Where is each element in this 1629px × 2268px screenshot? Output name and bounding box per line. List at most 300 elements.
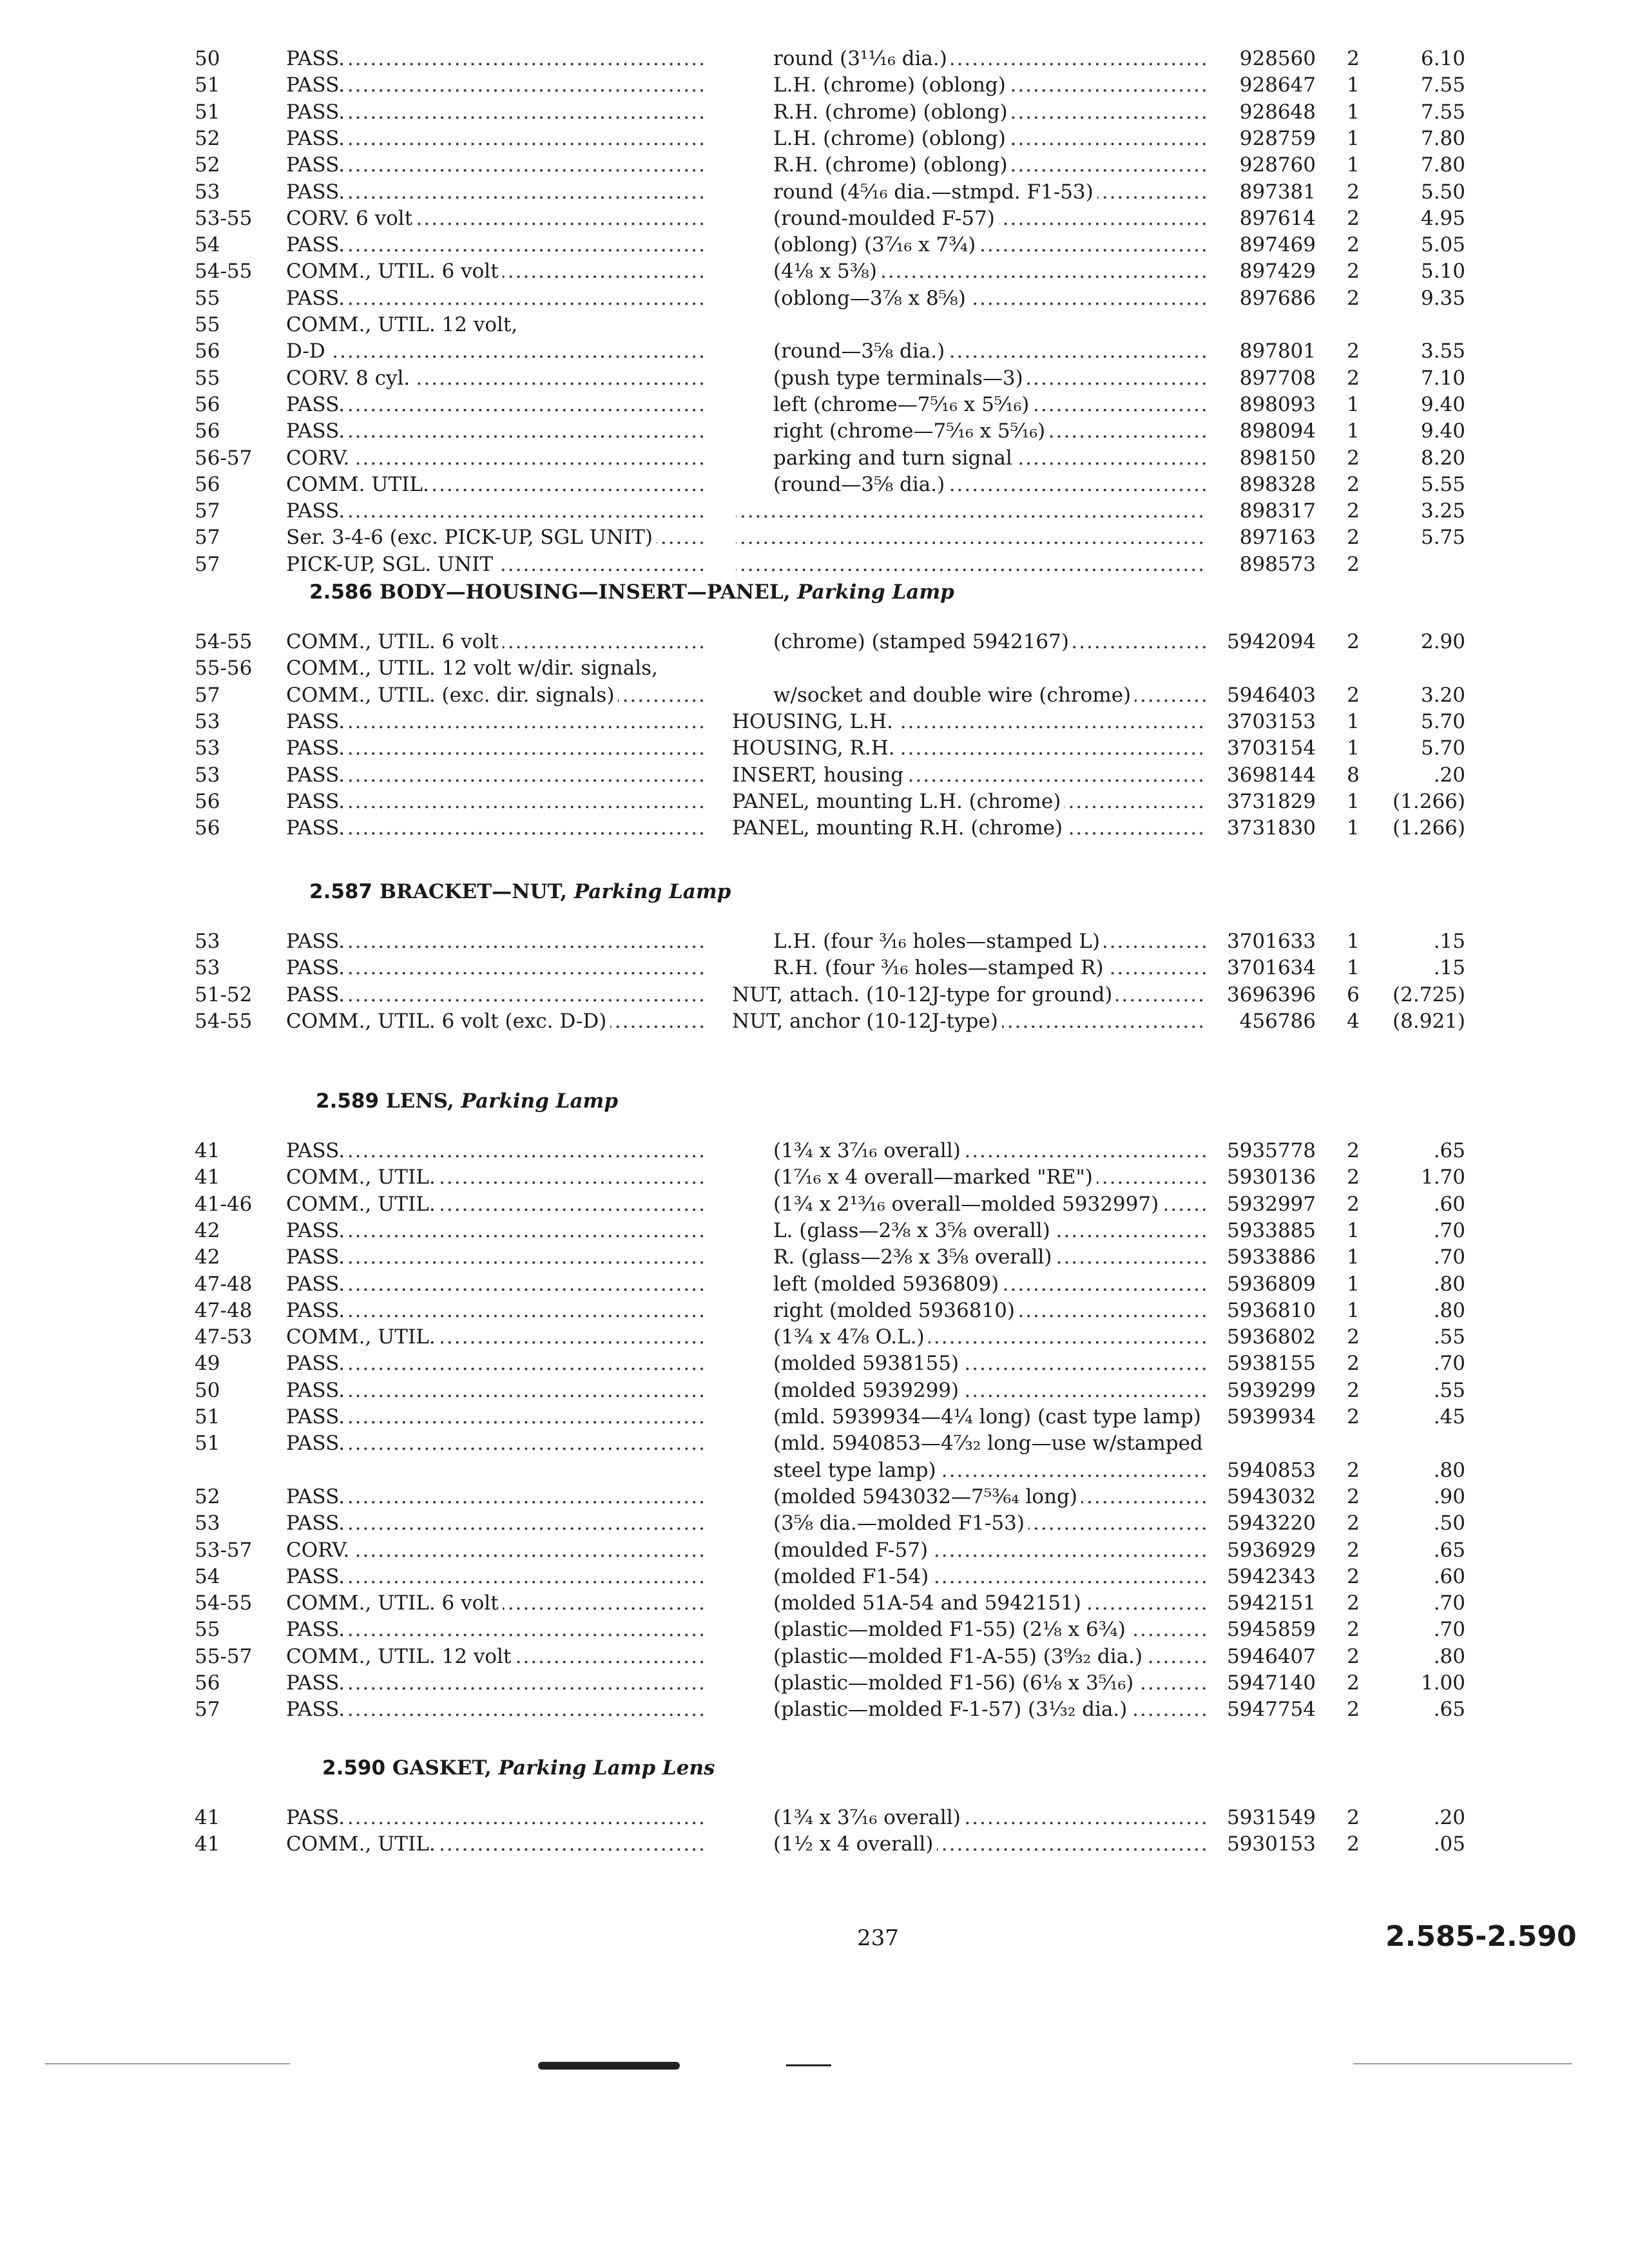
specification-cell: (oblong) (3⁷⁄₁₆ x 7¾) ..... xyxy=(773,231,1206,258)
table-row xyxy=(0,788,1629,815)
year-cell: 53-57 xyxy=(195,1539,253,1562)
scan-mark xyxy=(1353,2063,1572,2064)
specification-cell: (round-moulded F-57) ..... xyxy=(773,205,1206,232)
specification-cell: (1¾ x 3⁷⁄₁₆ overall) ..... xyxy=(773,1137,1206,1164)
quantity-cell: 1 xyxy=(1347,127,1360,150)
price-cell: .20 xyxy=(1433,764,1465,787)
table-row xyxy=(0,1483,1629,1510)
price-cell: 5.70 xyxy=(1420,710,1465,733)
table-row xyxy=(0,1643,1629,1670)
description-cell: PASS. ..... xyxy=(286,788,704,815)
price-cell: 3.20 xyxy=(1420,684,1465,707)
year-cell: 56 xyxy=(195,340,220,363)
description-cell: PASS. ..... xyxy=(286,1483,704,1510)
year-cell: 51 xyxy=(195,1405,220,1428)
description-cell: COMM., UTIL. ..... xyxy=(286,1323,704,1350)
price-cell: 5.10 xyxy=(1420,260,1465,283)
table-row xyxy=(0,814,1629,841)
part-number-cell: 3701634 xyxy=(1226,956,1316,979)
description-cell: COMM., UTIL. 6 volt ..... xyxy=(286,628,704,655)
price-cell: (1.266) xyxy=(1393,816,1465,840)
price-cell: .70 xyxy=(1433,1219,1465,1242)
year-cell: 54-55 xyxy=(195,630,253,653)
quantity-cell: 2 xyxy=(1347,1352,1360,1375)
year-cell: 55 xyxy=(195,287,220,310)
price-cell: 2.90 xyxy=(1420,630,1465,653)
quantity-cell: 1 xyxy=(1347,1219,1360,1242)
price-cell: .65 xyxy=(1433,1139,1465,1162)
table-row xyxy=(0,1137,1629,1164)
part-number-cell: 5942151 xyxy=(1226,1591,1316,1615)
quantity-cell: 2 xyxy=(1347,447,1360,470)
section-heading xyxy=(309,879,731,905)
table-row xyxy=(0,125,1629,152)
description-cell: PASS. ..... xyxy=(286,814,704,841)
price-cell: .55 xyxy=(1433,1379,1465,1402)
description-cell: PASS. ..... xyxy=(286,497,704,524)
description-cell: PASS. ..... xyxy=(286,231,704,258)
table-row xyxy=(0,524,1629,551)
specification-cell: (1¾ x 2¹³⁄₁₆ overall—molded 5932997) ..... xyxy=(773,1191,1206,1218)
quantity-cell: 2 xyxy=(1347,260,1360,283)
year-cell: 52 xyxy=(195,153,220,177)
table-row xyxy=(0,1350,1629,1377)
price-cell: .80 xyxy=(1433,1299,1465,1322)
table-row xyxy=(0,205,1629,232)
specification-cell: left (molded 5936809) ..... xyxy=(773,1271,1206,1298)
price-cell: 6.10 xyxy=(1420,47,1465,70)
specification-cell xyxy=(732,551,1206,578)
quantity-cell: 2 xyxy=(1347,1485,1360,1508)
table-row xyxy=(0,99,1629,126)
part-number-cell: 5940853 xyxy=(1226,1459,1316,1482)
section-number: 2.590 xyxy=(322,1756,386,1780)
year-cell: 47-48 xyxy=(195,1299,253,1322)
year-cell: 57 xyxy=(195,499,220,523)
quantity-cell: 1 xyxy=(1347,816,1360,840)
year-cell: 41 xyxy=(195,1832,220,1856)
part-number-cell: 5939934 xyxy=(1226,1405,1316,1428)
quantity-cell: 2 xyxy=(1347,233,1360,256)
table-row xyxy=(0,1008,1629,1035)
table-row xyxy=(0,1804,1629,1831)
table-row xyxy=(0,471,1629,498)
specification-cell: (molded F1-54) ..... xyxy=(773,1563,1206,1590)
year-cell: 53 xyxy=(195,710,220,733)
price-cell: .65 xyxy=(1433,1698,1465,1721)
quantity-cell: 2 xyxy=(1347,1459,1360,1482)
specification-cell: (mld. 5940853—4⁷⁄₃₂ long—use w/stamped xyxy=(773,1430,1206,1457)
section-title: BODY—HOUSING—INSERT—PANEL, xyxy=(379,581,791,604)
specification-cell: R.H. (chrome) (oblong) ..... xyxy=(773,99,1206,126)
description-cell: PASS. ..... xyxy=(286,1297,704,1324)
year-cell: 41 xyxy=(195,1806,220,1829)
quantity-cell: 1 xyxy=(1347,73,1360,97)
quantity-cell: 1 xyxy=(1347,1273,1360,1296)
price-cell: 9.40 xyxy=(1420,393,1465,416)
quantity-cell: 2 xyxy=(1347,1618,1360,1641)
specification-cell: (plastic—molded F1-56) (6⅛ x 3⁵⁄₁₆) ..... xyxy=(773,1669,1206,1696)
part-number-cell: 3703153 xyxy=(1226,710,1316,733)
price-cell: 7.80 xyxy=(1420,127,1465,150)
specification-cell: right (chrome—7⁵⁄₁₆ x 5⁵⁄₁₆) ..... xyxy=(773,418,1206,445)
year-cell: 56 xyxy=(195,790,220,813)
year-cell: 53-55 xyxy=(195,207,253,230)
part-number-cell: 5931549 xyxy=(1226,1806,1316,1829)
part-number-cell: 5943220 xyxy=(1226,1512,1316,1535)
year-cell: 51 xyxy=(195,101,220,124)
year-cell: 42 xyxy=(195,1245,220,1269)
specification-cell: round (3¹¹⁄₁₆ dia.) ..... xyxy=(773,45,1206,72)
year-cell: 56 xyxy=(195,816,220,840)
price-cell: .70 xyxy=(1433,1591,1465,1615)
year-cell: 57 xyxy=(195,553,220,576)
part-number-cell: 928560 xyxy=(1239,47,1316,70)
year-cell: 50 xyxy=(195,47,220,70)
part-number-cell: 898093 xyxy=(1239,393,1316,416)
quantity-cell: 2 xyxy=(1347,1591,1360,1615)
specification-cell: left (chrome—7⁵⁄₁₆ x 5⁵⁄₁₆) ..... xyxy=(773,391,1206,418)
part-number-cell: 5946407 xyxy=(1226,1645,1316,1668)
part-number-cell: 898094 xyxy=(1239,419,1316,443)
specification-cell: (chrome) (stamped 5942167) ..... xyxy=(773,628,1206,655)
page-number: 237 xyxy=(857,1925,899,1951)
table-row xyxy=(0,445,1629,472)
description-cell: PASS. ..... xyxy=(286,735,704,762)
part-number-cell: 5930153 xyxy=(1226,1832,1316,1856)
price-cell: 5.75 xyxy=(1420,526,1465,549)
table-row xyxy=(0,72,1629,99)
description-cell: PASS. ..... xyxy=(286,954,704,981)
price-cell: 5.70 xyxy=(1420,736,1465,760)
part-number-cell: 897708 xyxy=(1239,367,1316,390)
price-cell: 3.25 xyxy=(1420,499,1465,523)
description-cell: PASS. ..... xyxy=(286,285,704,312)
quantity-cell: 1 xyxy=(1347,930,1360,953)
part-number-cell: 5943032 xyxy=(1226,1485,1316,1508)
year-cell: 54 xyxy=(195,1565,220,1588)
specification-cell: (1⁷⁄₁₆ x 4 overall—marked "RE") ..... xyxy=(773,1164,1206,1191)
table-row xyxy=(0,1616,1629,1643)
table-row xyxy=(0,258,1629,285)
part-number-cell: 3701633 xyxy=(1226,930,1316,953)
quantity-cell: 2 xyxy=(1347,553,1360,576)
quantity-cell: 2 xyxy=(1347,1565,1360,1588)
quantity-cell: 1 xyxy=(1347,790,1360,813)
description-cell: PASS. ..... xyxy=(286,1350,704,1377)
quantity-cell: 6 xyxy=(1347,983,1360,1006)
price-cell: .45 xyxy=(1433,1405,1465,1428)
part-number-cell: 897163 xyxy=(1239,526,1316,549)
section-number: 2.589 xyxy=(316,1090,380,1113)
table-row xyxy=(0,655,1629,682)
quantity-cell: 2 xyxy=(1347,630,1360,653)
section-range: 2.585-2.590 xyxy=(1385,1920,1577,1953)
description-cell: COMM., UTIL. ..... xyxy=(286,1191,704,1218)
quantity-cell: 2 xyxy=(1347,1193,1360,1216)
section-subtitle: Parking Lamp xyxy=(574,880,731,903)
specification-cell: R.H. (four ³⁄₁₆ holes—stamped R) ..... xyxy=(773,954,1206,981)
specification-cell: (plastic—molded F1-55) (2⅛ x 6¾) ..... xyxy=(773,1616,1206,1643)
part-number-cell: 5935778 xyxy=(1226,1139,1316,1162)
description-cell: PICK-UP, SGL. UNIT ..... xyxy=(286,551,704,578)
part-number-cell: 3731829 xyxy=(1226,790,1316,813)
specification-cell: (4⅛ x 5⅜) ..... xyxy=(773,258,1206,285)
year-cell: 54 xyxy=(195,233,220,256)
specification-cell: HOUSING, R.H. ..... xyxy=(732,735,1206,762)
price-cell: 7.55 xyxy=(1420,73,1465,97)
description-cell: COMM., UTIL. 6 volt ..... xyxy=(286,258,704,285)
table-row xyxy=(0,1430,1629,1457)
specification-cell: (1½ x 4 overall) ..... xyxy=(773,1831,1206,1858)
description-cell: PASS. ..... xyxy=(286,1271,704,1298)
table-row xyxy=(0,1403,1629,1430)
quantity-cell: 2 xyxy=(1347,499,1360,523)
quantity-cell: 2 xyxy=(1347,1379,1360,1402)
quantity-cell: 1 xyxy=(1347,419,1360,443)
specification-cell: R.H. (chrome) (oblong) ..... xyxy=(773,151,1206,178)
specification-cell: L. (glass—2³⁄₈ x 3⅝ overall) ..... xyxy=(773,1217,1206,1244)
description-cell: CORV. 6 volt ..... xyxy=(286,205,704,232)
price-cell: (8.921) xyxy=(1393,1010,1465,1033)
specification-cell: steel type lamp) ..... xyxy=(773,1457,1206,1484)
quantity-cell: 2 xyxy=(1347,526,1360,549)
price-cell: .60 xyxy=(1433,1565,1465,1588)
specification-cell: INSERT, housing ..... xyxy=(732,762,1206,789)
specification-cell: w/socket and double wire (chrome) ..... xyxy=(773,682,1206,709)
part-number-cell: 5942094 xyxy=(1226,630,1316,653)
price-cell: .15 xyxy=(1433,956,1465,979)
price-cell: .80 xyxy=(1433,1459,1465,1482)
price-cell: .90 xyxy=(1433,1485,1465,1508)
part-number-cell: 3731830 xyxy=(1226,816,1316,840)
description-cell: COMM., UTIL. 6 volt (exc. D-D) ..... xyxy=(286,1008,704,1035)
specification-cell: L.H. (chrome) (oblong) ..... xyxy=(773,72,1206,99)
description-cell: COMM., UTIL. ..... xyxy=(286,1831,704,1858)
description-cell: PASS. ..... xyxy=(286,1217,704,1244)
price-cell: .70 xyxy=(1433,1245,1465,1269)
specification-cell: parking and turn signal ..... xyxy=(773,445,1206,472)
description-cell: PASS. ..... xyxy=(286,1696,704,1723)
year-cell: 55-56 xyxy=(195,657,253,680)
table-row xyxy=(0,1271,1629,1298)
table-row xyxy=(0,1537,1629,1564)
description-cell: COMM., UTIL. ..... xyxy=(286,1164,704,1191)
description-cell: COMM., UTIL. 12 volt ..... xyxy=(286,1643,704,1670)
quantity-cell: 2 xyxy=(1347,340,1360,363)
specification-cell xyxy=(732,497,1206,524)
description-cell: CORV. 8 cyl. ..... xyxy=(286,365,704,392)
table-row xyxy=(0,1217,1629,1244)
part-number-cell: 3703154 xyxy=(1226,736,1316,760)
price-cell: 5.55 xyxy=(1420,473,1465,496)
table-row xyxy=(0,151,1629,178)
year-cell: 55-57 xyxy=(195,1645,253,1668)
part-number-cell: 898573 xyxy=(1239,553,1316,576)
quantity-cell: 2 xyxy=(1347,47,1360,70)
specification-cell: round (4⁵⁄₁₆ dia.—stmpd. F1-53) ..... xyxy=(773,178,1206,206)
description-cell: PASS. ..... xyxy=(286,1430,704,1457)
specification-cell: PANEL, mounting L.H. (chrome) ..... xyxy=(732,788,1206,815)
table-row xyxy=(0,628,1629,655)
year-cell: 54-55 xyxy=(195,1010,253,1033)
year-cell: 56 xyxy=(195,393,220,416)
table-row xyxy=(0,1297,1629,1324)
description-cell: PASS. ..... xyxy=(286,1137,704,1164)
part-number-cell: 928759 xyxy=(1239,127,1316,150)
specification-cell: (molded 5938155) ..... xyxy=(773,1350,1206,1377)
price-cell: 3.55 xyxy=(1420,340,1465,363)
price-cell: 7.80 xyxy=(1420,153,1465,177)
description-cell: D-D ..... xyxy=(286,338,704,365)
part-number-cell: 5932997 xyxy=(1226,1193,1316,1216)
quantity-cell: 1 xyxy=(1347,1245,1360,1269)
specification-cell: HOUSING, L.H. ..... xyxy=(732,708,1206,735)
description-cell: COMM. UTIL. ..... xyxy=(286,471,704,498)
quantity-cell: 4 xyxy=(1347,1010,1360,1033)
part-number-cell: 897686 xyxy=(1239,287,1316,310)
specification-cell: (1¾ x 3⁷⁄₁₆ overall) ..... xyxy=(773,1804,1206,1831)
year-cell: 56 xyxy=(195,1671,220,1695)
part-number-cell: 5945859 xyxy=(1226,1618,1316,1641)
specification-cell: (molded 5943032—7⁵³⁄₆₄ long) ..... xyxy=(773,1483,1206,1510)
price-cell: 1.70 xyxy=(1420,1166,1465,1189)
part-number-cell: 456786 xyxy=(1239,1010,1316,1033)
part-number-cell: 898328 xyxy=(1239,473,1316,496)
table-row xyxy=(0,1377,1629,1404)
specification-cell: (plastic—molded F-1-57) (3¹⁄₃₂ dia.) ..... xyxy=(773,1696,1206,1723)
part-number-cell: 5933886 xyxy=(1226,1245,1316,1269)
year-cell: 52 xyxy=(195,1485,220,1508)
specification-cell: NUT, attach. (10-12J-type for ground) ..... xyxy=(732,981,1206,1008)
scan-mark xyxy=(786,2064,831,2066)
year-cell: 42 xyxy=(195,1219,220,1242)
specification-cell xyxy=(773,655,1206,682)
quantity-cell: 2 xyxy=(1347,1832,1360,1856)
table-row xyxy=(0,1590,1629,1617)
price-cell: .05 xyxy=(1433,1832,1465,1856)
description-cell xyxy=(286,1457,704,1484)
table-row xyxy=(0,391,1629,418)
year-cell: 53 xyxy=(195,956,220,979)
table-row xyxy=(0,1563,1629,1590)
specification-cell: NUT, anchor (10-12J-type) ..... xyxy=(732,1008,1206,1035)
specification-cell: (molded 5939299) ..... xyxy=(773,1377,1206,1404)
section-subtitle: Parking Lamp xyxy=(797,581,954,604)
table-row xyxy=(0,311,1629,338)
part-number-cell: 3696396 xyxy=(1226,983,1316,1006)
section-heading xyxy=(322,1755,715,1781)
description-cell: Ser. 3-4-6 (exc. PICK-UP, SGL UNIT) ..... xyxy=(286,524,704,551)
table-row xyxy=(0,735,1629,762)
description-cell: PASS. ..... xyxy=(286,151,704,178)
part-number-cell: 5942343 xyxy=(1226,1565,1316,1588)
price-cell: .70 xyxy=(1433,1352,1465,1375)
quantity-cell: 1 xyxy=(1347,736,1360,760)
description-cell: CORV. ..... xyxy=(286,1537,704,1564)
year-cell: 51 xyxy=(195,1432,220,1455)
section-title: GASKET, xyxy=(392,1756,492,1780)
table-row xyxy=(0,178,1629,206)
description-cell: PASS. ..... xyxy=(286,1377,704,1404)
table-row xyxy=(0,551,1629,578)
description-cell: PASS. ..... xyxy=(286,1616,704,1643)
part-number-cell: 897469 xyxy=(1239,233,1316,256)
table-row xyxy=(0,1696,1629,1723)
specification-cell: (push type terminals—3) ..... xyxy=(773,365,1206,392)
scan-mark xyxy=(538,2062,680,2070)
part-number-cell: 5930136 xyxy=(1226,1166,1316,1189)
specification-cell: R. (glass—2³⁄₈ x 3⅝ overall) ..... xyxy=(773,1244,1206,1271)
quantity-cell: 2 xyxy=(1347,180,1360,204)
year-cell: 57 xyxy=(195,1698,220,1721)
year-cell: 52 xyxy=(195,127,220,150)
year-cell: 57 xyxy=(195,526,220,549)
part-number-cell: 5936802 xyxy=(1226,1325,1316,1349)
section-number: 2.587 xyxy=(309,880,373,903)
description-cell: PASS. ..... xyxy=(286,418,704,445)
part-number-cell: 3698144 xyxy=(1226,764,1316,787)
part-number-cell: 5939299 xyxy=(1226,1379,1316,1402)
quantity-cell: 1 xyxy=(1347,956,1360,979)
specification-cell: (1¾ x 4⅞ O.L.) ..... xyxy=(773,1323,1206,1350)
table-row xyxy=(0,1244,1629,1271)
part-number-cell: 928760 xyxy=(1239,153,1316,177)
price-cell: 7.10 xyxy=(1420,367,1465,390)
quantity-cell: 2 xyxy=(1347,1325,1360,1349)
description-cell: PASS. ..... xyxy=(286,72,704,99)
description-cell: PASS. ..... xyxy=(286,178,704,206)
year-cell: 56-57 xyxy=(195,447,253,470)
quantity-cell: 2 xyxy=(1347,1671,1360,1695)
description-cell: PASS. ..... xyxy=(286,1804,704,1831)
table-row xyxy=(0,928,1629,955)
table-row xyxy=(0,682,1629,709)
description-cell: PASS. ..... xyxy=(286,762,704,789)
price-cell: .80 xyxy=(1433,1273,1465,1296)
table-row xyxy=(0,338,1629,365)
year-cell: 41 xyxy=(195,1166,220,1189)
year-cell: 47-53 xyxy=(195,1325,253,1349)
specification-cell: (3⅝ dia.—molded F1-53) ..... xyxy=(773,1510,1206,1537)
part-number-cell: 5936929 xyxy=(1226,1539,1316,1562)
part-number-cell: 5947754 xyxy=(1226,1698,1316,1721)
table-row xyxy=(0,1831,1629,1858)
section-heading xyxy=(316,1088,618,1114)
price-cell: 1.00 xyxy=(1420,1671,1465,1695)
year-cell: 49 xyxy=(195,1352,220,1375)
quantity-cell: 2 xyxy=(1347,1645,1360,1668)
year-cell: 55 xyxy=(195,367,220,390)
price-cell: 8.20 xyxy=(1420,447,1465,470)
quantity-cell: 2 xyxy=(1347,1405,1360,1428)
price-cell: (2.725) xyxy=(1393,983,1465,1006)
specification-cell: (plastic—molded F1-A-55) (3⁹⁄₃₂ dia.) ..... xyxy=(773,1643,1206,1670)
price-cell: 9.35 xyxy=(1420,287,1465,310)
year-cell: 56 xyxy=(195,473,220,496)
part-number-cell: 5936810 xyxy=(1226,1299,1316,1322)
part-number-cell: 5936809 xyxy=(1226,1273,1316,1296)
scan-mark xyxy=(45,2063,290,2064)
description-cell: CORV. ..... xyxy=(286,445,704,472)
section-heading xyxy=(309,579,954,605)
year-cell: 55 xyxy=(195,1618,220,1641)
quantity-cell: 2 xyxy=(1347,1539,1360,1562)
specification-cell: (oblong—3⅞ x 8⅝) ..... xyxy=(773,285,1206,312)
price-cell: .15 xyxy=(1433,930,1465,953)
part-number-cell: 897429 xyxy=(1239,260,1316,283)
specification-cell: L.H. (four ³⁄₁₆ holes—stamped L) ..... xyxy=(773,928,1206,955)
